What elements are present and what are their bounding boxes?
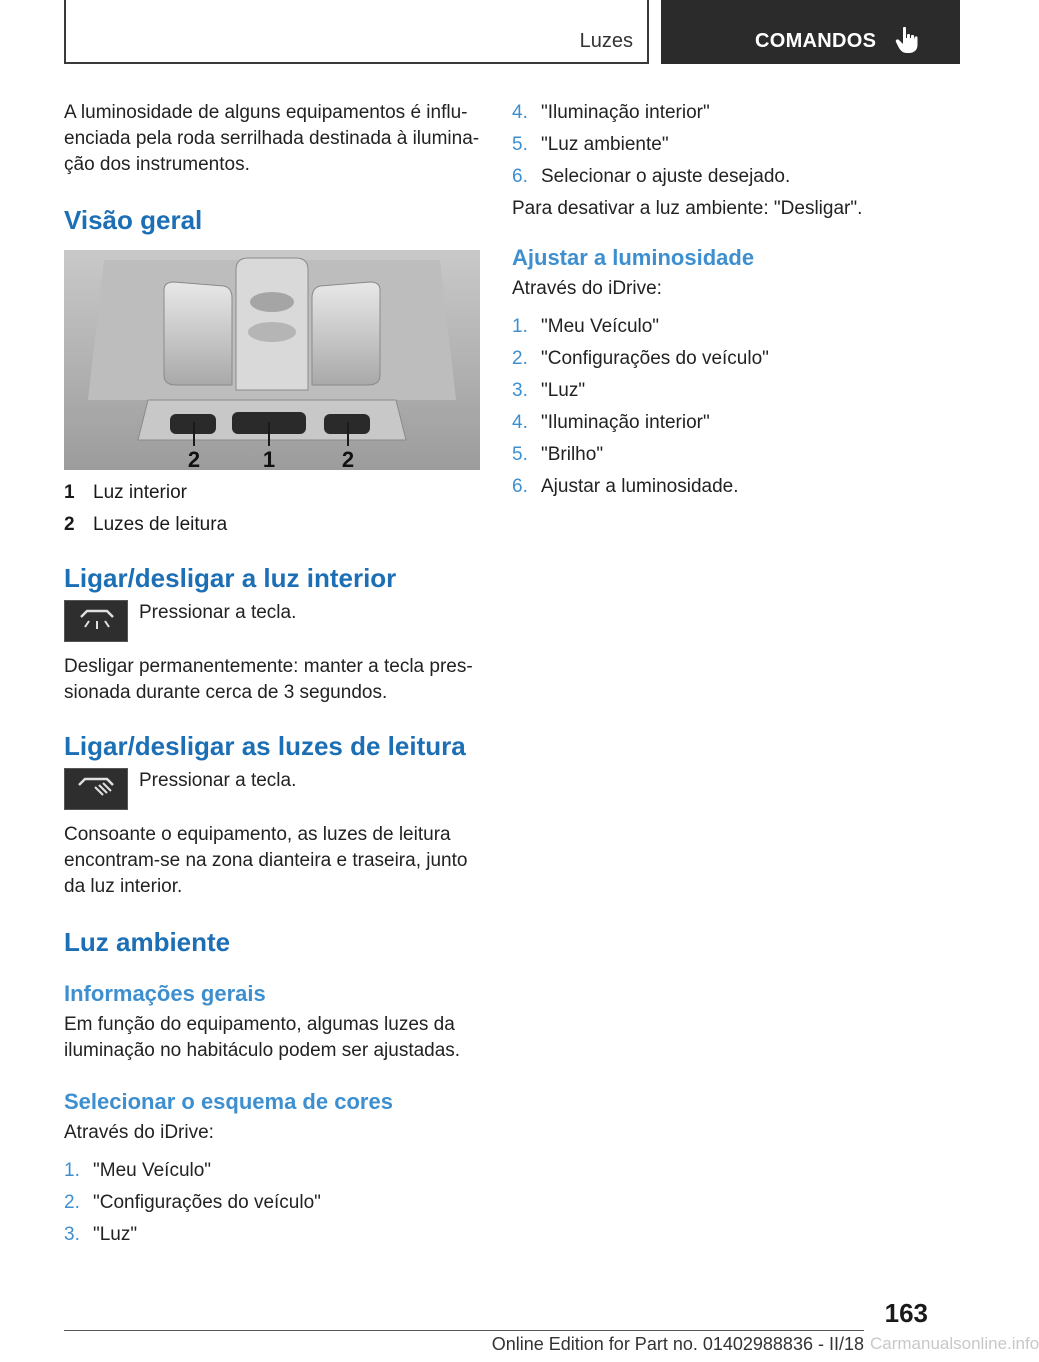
page-number: 163: [884, 1298, 928, 1328]
interior-light-instruction: [64, 600, 480, 642]
interior-light-heading: Ligar/desligar a luz interior: [64, 563, 397, 593]
color-scheme-steps-continued: [512, 100, 912, 190]
intro-text: A luminosidade de alguns equipamentos é influ-enciada pela roda serrilhada destinada à ilumina-ção dos instrumentos.: [64, 102, 480, 175]
list-item: [512, 410, 912, 436]
interior-off-text: Desligar permanentemente: manter a tecla pres-sionada durante cerca de 3 segundos.: [64, 656, 473, 703]
legend-text: Luzes de leitura: [93, 514, 228, 535]
step-text: "Configurações do veículo": [541, 348, 769, 369]
list-item: [512, 474, 912, 500]
list-item: [512, 132, 912, 158]
general-info-heading: Informações gerais: [64, 981, 266, 1006]
legend-text: Luz interior: [93, 482, 187, 503]
interior-press-text: Pressionar a tecla.: [139, 602, 297, 623]
watermark: Carmanualsonline.info: [870, 1334, 1039, 1353]
legend-key: 1: [64, 482, 75, 503]
reading-press-text: Pressionar a tecla.: [139, 770, 297, 791]
list-item: [64, 1158, 480, 1184]
step-number: 4.: [512, 102, 528, 123]
color-scheme-steps: [64, 1158, 480, 1248]
legend-item: [64, 480, 480, 506]
deactivate-text: Para desativar a luz ambiente: "Desligar".: [512, 198, 863, 219]
step-text: Selecionar o ajuste desejado.: [541, 166, 791, 187]
list-item: [512, 314, 912, 340]
step-number: 2.: [64, 1192, 80, 1213]
legend-item: [64, 512, 480, 538]
step-text: "Luz": [93, 1224, 138, 1245]
step-number: 2.: [512, 348, 528, 369]
footer-edition: Online Edition for Part no. 01402988836 - II/18: [491, 1334, 864, 1354]
step-text: "Meu Veículo": [93, 1160, 212, 1181]
figure-label-right: 2: [341, 447, 355, 472]
list-item: [512, 378, 912, 404]
list-item: [512, 100, 912, 126]
ambient-light-heading: Luz ambiente: [64, 927, 231, 957]
step-number: 5.: [512, 134, 528, 155]
step-text: "Luz": [541, 380, 586, 401]
color-scheme-via: Através do iDrive:: [64, 1122, 214, 1143]
overhead-console-illustration: [64, 250, 480, 470]
reading-note-text: Consoante o equipamento, as luzes de leitura encontram-se na zona dianteira e traseira, junto da luz interior.: [64, 824, 468, 897]
reading-lights-heading: Ligar/desligar as luzes de leitura: [64, 731, 466, 761]
step-number: 6.: [512, 476, 528, 497]
list-item: [64, 1222, 480, 1248]
step-number: 4.: [512, 412, 528, 433]
step-text: "Iluminação interior": [541, 412, 710, 433]
list-item: [512, 164, 912, 190]
interior-light-button-icon: [64, 600, 128, 642]
legend-key: 2: [64, 514, 75, 535]
reading-light-button-icon: [64, 768, 128, 810]
pointing-hand-icon: [895, 26, 919, 54]
step-text: "Configurações do veículo": [93, 1192, 321, 1213]
list-item: [512, 442, 912, 468]
right-column: [512, 100, 912, 506]
step-number: 1.: [512, 316, 528, 337]
list-item: [64, 1190, 480, 1216]
list-item: [512, 346, 912, 372]
header-section-title: Luzes: [579, 30, 633, 52]
step-number: 3.: [64, 1224, 80, 1245]
figure-legend: [64, 480, 480, 538]
brightness-steps: [512, 314, 912, 500]
step-number: 6.: [512, 166, 528, 187]
step-text: "Luz ambiente": [541, 134, 669, 155]
overhead-console-figure: [64, 250, 480, 470]
overview-heading: Visão geral: [64, 205, 203, 235]
figure-label-center: 1: [262, 447, 276, 472]
step-text: "Brilho": [541, 444, 604, 465]
header-chapter-box: [661, 0, 960, 64]
step-text: Ajustar a luminosidade.: [541, 476, 739, 497]
step-number: 1.: [64, 1160, 80, 1181]
reading-lights-instruction: [64, 768, 480, 810]
figure-label-left: 2: [187, 447, 201, 472]
step-text: "Meu Veículo": [541, 316, 660, 337]
header-section-box: [64, 0, 649, 64]
step-number: 5.: [512, 444, 528, 465]
color-scheme-heading: Selecionar o esquema de cores: [64, 1089, 393, 1114]
footer-divider: [64, 1330, 864, 1331]
brightness-heading: Ajustar a luminosidade: [512, 245, 755, 270]
step-number: 3.: [512, 380, 528, 401]
header-chapter-title: COMANDOS: [755, 30, 877, 52]
step-text: "Iluminação interior": [541, 102, 710, 123]
general-info-text: Em função do equipamento, algumas luzes da iluminação no habitáculo podem ser ajustadas.: [64, 1014, 461, 1061]
left-column: [64, 100, 480, 1254]
brightness-via: Através do iDrive:: [512, 278, 662, 299]
